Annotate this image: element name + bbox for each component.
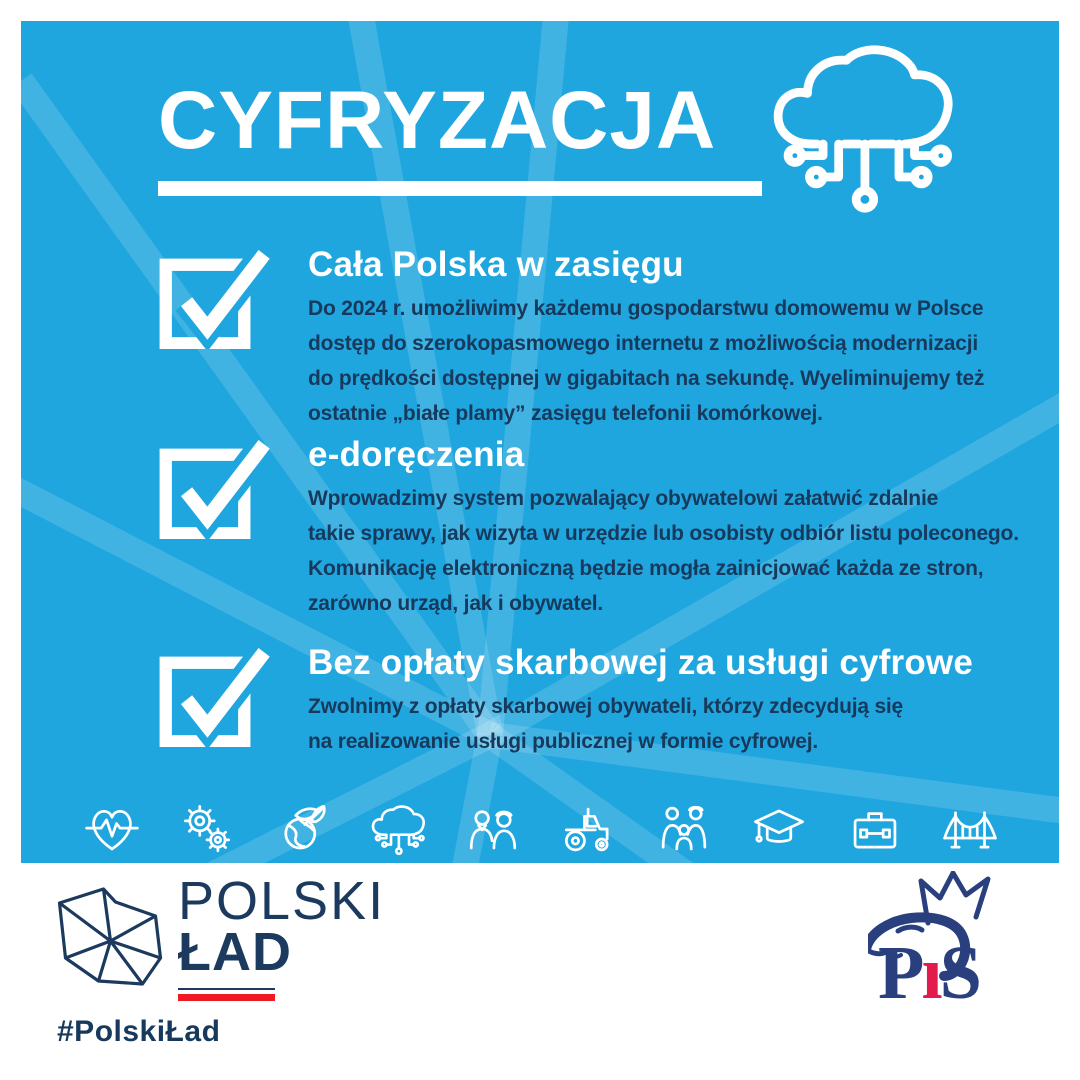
section-body-line: do prędkości dostępnej w gigabitach na sekundę. Wyeliminujemy też [308,367,985,390]
section-body-line: ostatnie „białe plamy” zasięgu telefonii komórkowej. [308,402,823,425]
section-body-line: takie sprawy, jak wizyta w urzędzie lub osobisty odbiór listu poleconego. [308,522,1019,545]
title-underline [158,181,762,196]
checkbox-icon [158,641,270,747]
gears-icon [178,800,236,858]
section-item [158,433,1043,621]
graduation-cap-icon [750,800,808,858]
brand-rule-red [178,994,275,1001]
program-name-line1: POLSKI [178,871,386,931]
program-name-line2: ŁAD [178,922,292,982]
footer [0,863,1080,1080]
section-item [158,243,1043,431]
section-body-line: Wprowadzimy system pozwalający obywatelowi załatwić zdalnie [308,487,939,510]
checkbox-icon [158,243,270,349]
section-body-line: Komunikację elektroniczną będzie mogła zainicjować każda ze stron, [308,557,984,580]
page-title: CYFRYZACJA [158,75,717,166]
cloud-network-icon [369,800,427,858]
pis-letter-i: ı [921,931,940,1015]
bridge-icon [941,800,999,858]
section-body-line: na realizowanie usługi publicznej w formie cyfrowej. [308,730,819,753]
section-heading: e-doręczenia [308,435,525,474]
heart-pulse-icon [83,800,141,858]
briefcase-icon [846,800,904,858]
section-heading: Bez opłaty skarbowej za usługi cyfrowe [308,643,974,682]
section-body-line: dostęp do szerokopasmowego internetu z możliwością modernizacji [308,332,979,355]
section-heading: Cała Polska w zasięgu [308,245,684,284]
category-icon-strip [83,799,999,859]
cloud-network-icon [763,35,961,215]
polski-lad-polygon-logo [52,883,167,993]
tractor-icon [560,800,618,858]
family-icon [655,800,713,858]
pis-letter-p: P [878,931,922,1015]
pis-party-logo [868,871,1028,1015]
pis-wordmark [878,933,979,1013]
section-body-line: zarówno urząd, jak i obywatel. [308,592,604,615]
pis-letter-s: S [939,931,979,1015]
hashtag: #PolskiŁad [57,1015,221,1048]
section-body-line: Zwolnimy z opłaty skarbowej obywateli, którzy zdecydują się [308,695,904,718]
globe-leaves-icon [274,800,332,858]
content-card [21,21,1059,863]
brand-rule-navy [178,988,275,990]
senior-couple-icon [464,800,522,858]
checkbox-icon [158,433,270,539]
section-body-line: Do 2024 r. umożliwimy każdemu gospodarstwu domowemu w Polsce [308,297,984,320]
program-name [178,871,386,1001]
section-item [158,641,1043,759]
